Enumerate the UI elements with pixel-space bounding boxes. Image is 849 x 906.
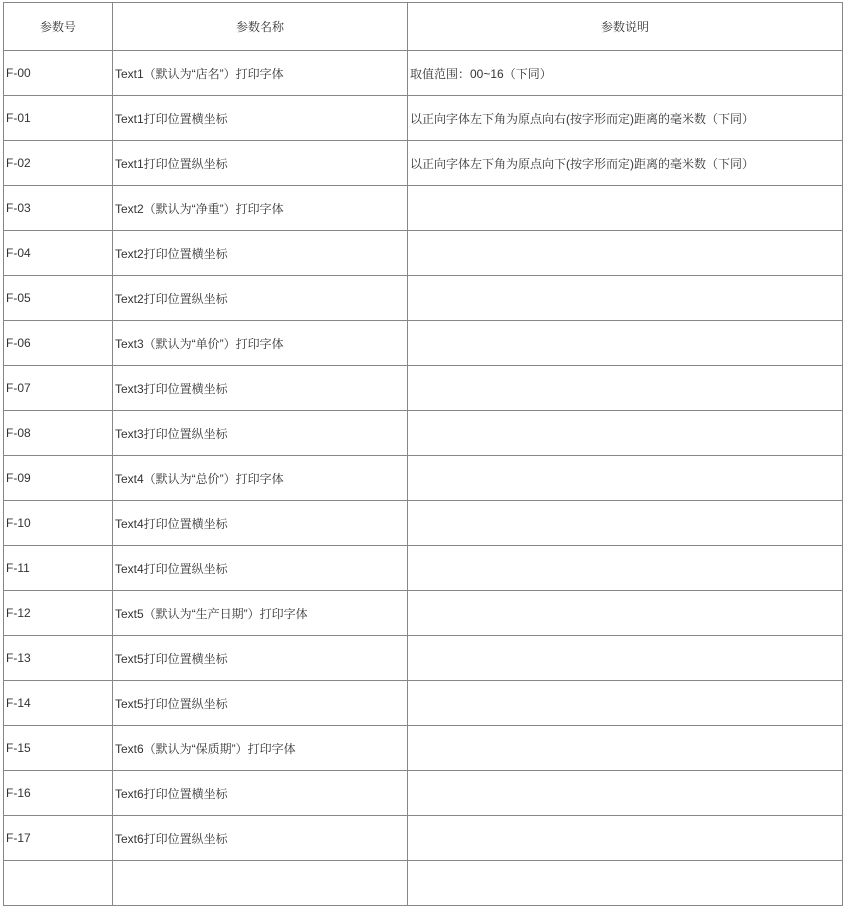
table-row: [4, 366, 843, 411]
param-description-cell: [408, 546, 843, 591]
param-name-cell: Text3打印位置横坐标: [113, 366, 408, 411]
param-description-cell: 以正向字体左下角为原点向右(按字形而定)距离的毫米数（下同）: [408, 96, 843, 141]
param-name-cell: Text1打印位置横坐标: [113, 96, 408, 141]
param-description-cell: [408, 726, 843, 771]
param-number-cell: [4, 861, 113, 906]
table-row: [4, 726, 843, 771]
table-row: [4, 546, 843, 591]
param-name-cell: Text5（默认为“生产日期”）打印字体: [113, 591, 408, 636]
param-name-cell: Text4（默认为“总价”）打印字体: [113, 456, 408, 501]
param-description-cell: [408, 681, 843, 726]
param-number-cell: F-13: [4, 636, 113, 681]
table-row: [4, 321, 843, 366]
table-row: [4, 51, 843, 96]
param-description-cell: [408, 456, 843, 501]
param-number-cell: F-15: [4, 726, 113, 771]
param-number-cell: F-03: [4, 186, 113, 231]
param-description-cell: [408, 231, 843, 276]
table-row: [4, 231, 843, 276]
param-name-cell: Text5打印位置横坐标: [113, 636, 408, 681]
table-row: [4, 141, 843, 186]
param-description-cell: [408, 861, 843, 906]
param-description-cell: [408, 276, 843, 321]
param-name-cell: Text6打印位置横坐标: [113, 771, 408, 816]
param-name-cell: Text6（默认为“保质期”）打印字体: [113, 726, 408, 771]
param-description-cell: 以正向字体左下角为原点向下(按字形而定)距离的毫米数（下同）: [408, 141, 843, 186]
table-row: [4, 816, 843, 861]
table-row: [4, 276, 843, 321]
param-description-cell: [408, 186, 843, 231]
param-name-cell: Text6打印位置纵坐标: [113, 816, 408, 861]
table-body: [4, 51, 843, 906]
param-description-cell: [408, 816, 843, 861]
param-description-cell: [408, 591, 843, 636]
table-row: [4, 636, 843, 681]
parameter-table: [3, 2, 843, 906]
param-name-cell: Text3打印位置纵坐标: [113, 411, 408, 456]
param-number-cell: F-09: [4, 456, 113, 501]
header-param-number: 参数号: [4, 3, 113, 51]
param-name-cell: Text2（默认为“净重”）打印字体: [113, 186, 408, 231]
param-number-cell: F-11: [4, 546, 113, 591]
table-row: [4, 96, 843, 141]
param-number-cell: F-12: [4, 591, 113, 636]
param-number-cell: F-14: [4, 681, 113, 726]
param-number-cell: F-05: [4, 276, 113, 321]
param-number-cell: F-06: [4, 321, 113, 366]
param-name-cell: Text4打印位置横坐标: [113, 501, 408, 546]
param-description-cell: [408, 501, 843, 546]
param-number-cell: F-17: [4, 816, 113, 861]
table-row: [4, 591, 843, 636]
header-param-name: 参数名称: [113, 3, 408, 51]
param-description-cell: [408, 636, 843, 681]
header-param-description: 参数说明: [408, 3, 843, 51]
header-row: [4, 3, 843, 51]
param-description-cell: [408, 411, 843, 456]
table-row: [4, 186, 843, 231]
param-name-cell: Text1打印位置纵坐标: [113, 141, 408, 186]
table-row: [4, 771, 843, 816]
param-number-cell: F-08: [4, 411, 113, 456]
param-number-cell: F-01: [4, 96, 113, 141]
table-row: [4, 681, 843, 726]
param-number-cell: F-02: [4, 141, 113, 186]
param-name-cell: Text2打印位置横坐标: [113, 231, 408, 276]
param-name-cell: Text5打印位置纵坐标: [113, 681, 408, 726]
param-name-cell: Text1（默认为“店名”）打印字体: [113, 51, 408, 96]
param-name-cell: Text4打印位置纵坐标: [113, 546, 408, 591]
param-description-cell: 取值范围：00~16（下同）: [408, 51, 843, 96]
param-name-cell: Text2打印位置纵坐标: [113, 276, 408, 321]
table-row: [4, 456, 843, 501]
param-number-cell: F-04: [4, 231, 113, 276]
table-row: [4, 501, 843, 546]
param-description-cell: [408, 366, 843, 411]
param-name-cell: [113, 861, 408, 906]
table-row: [4, 411, 843, 456]
param-name-cell: Text3（默认为“单价”）打印字体: [113, 321, 408, 366]
table-row-partial: [4, 861, 843, 906]
param-number-cell: F-07: [4, 366, 113, 411]
param-number-cell: F-16: [4, 771, 113, 816]
param-number-cell: F-10: [4, 501, 113, 546]
param-description-cell: [408, 771, 843, 816]
param-description-cell: [408, 321, 843, 366]
param-number-cell: F-00: [4, 51, 113, 96]
